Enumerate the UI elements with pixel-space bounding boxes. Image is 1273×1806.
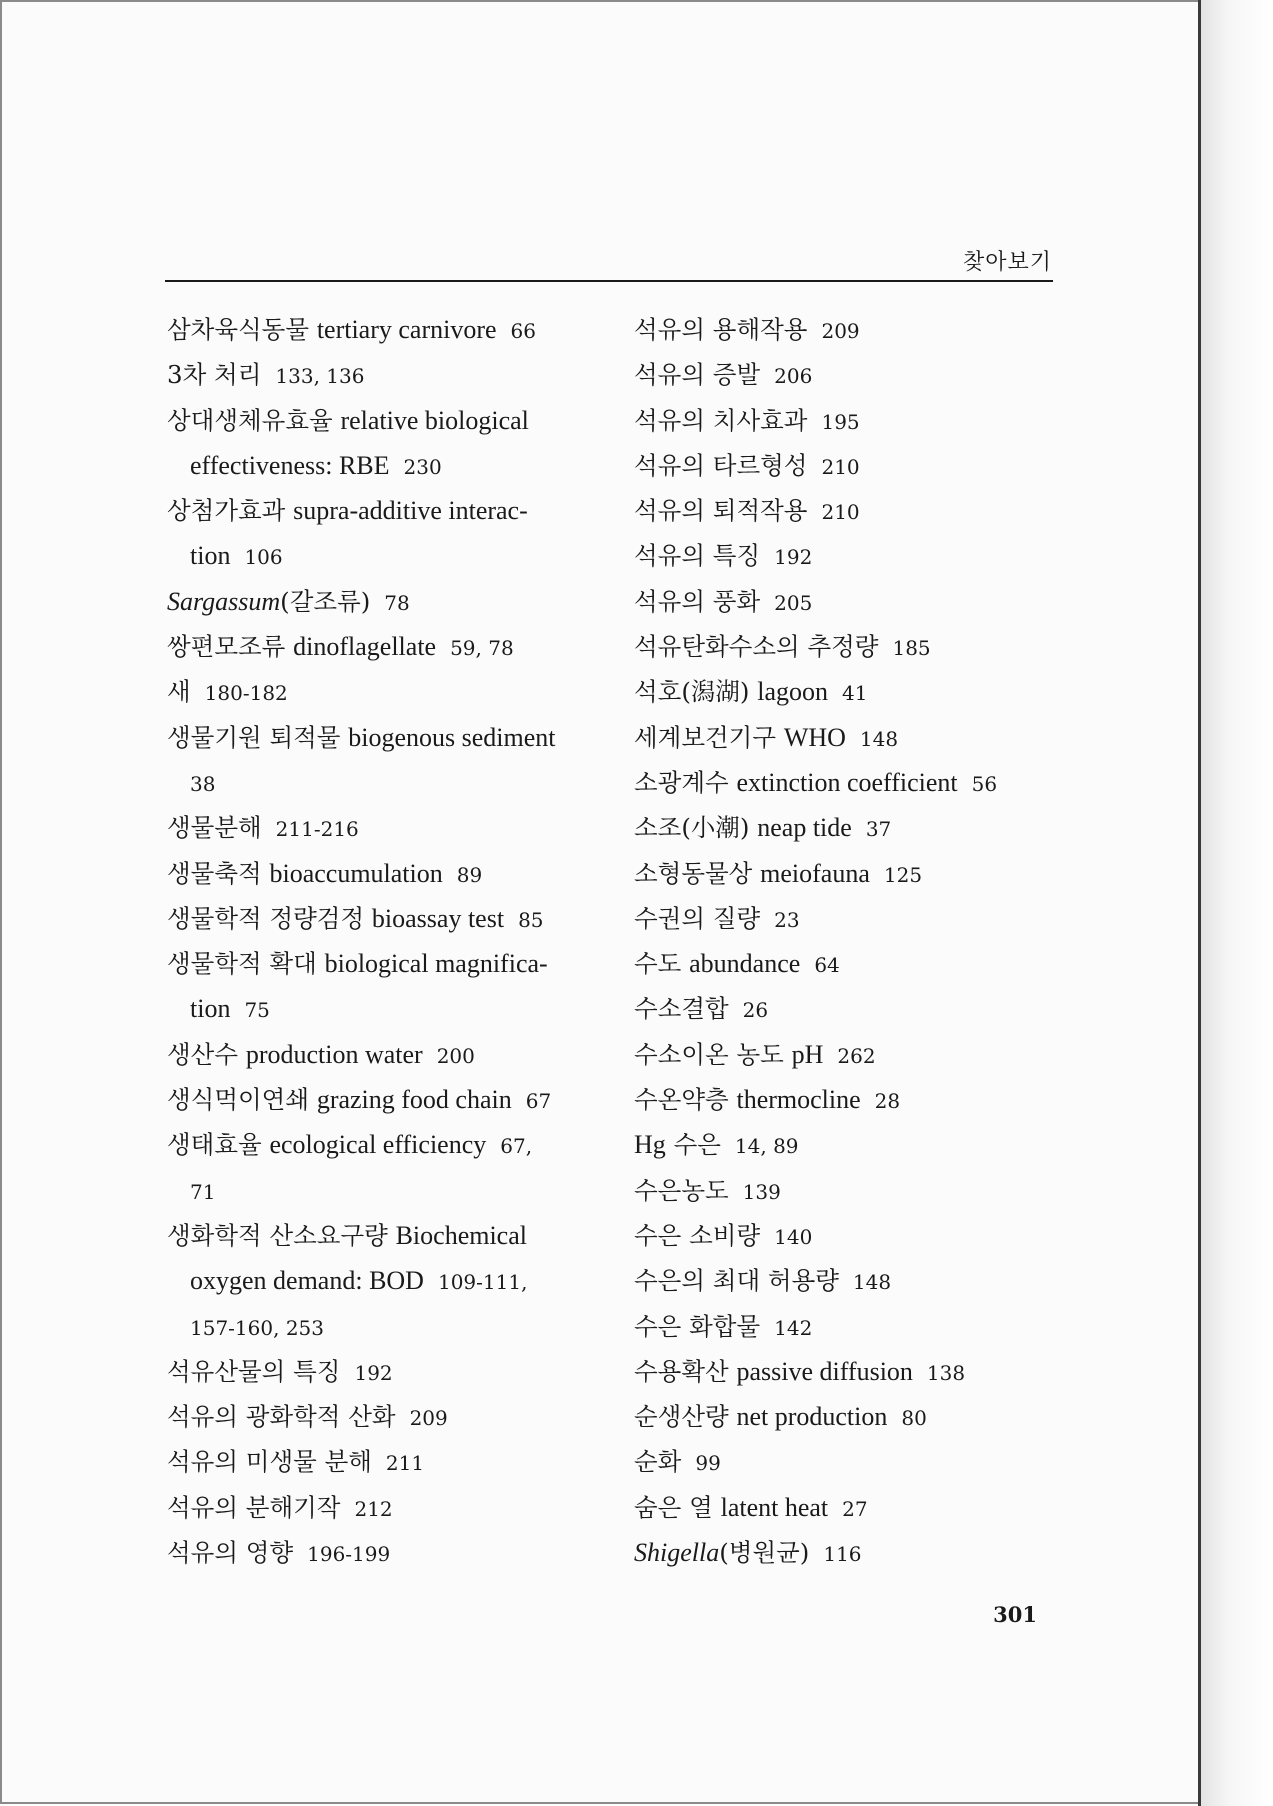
index-entry	[167, 805, 602, 850]
term-korean: 석유탄화수소의 추정량	[634, 632, 879, 662]
term-english: neap tide	[757, 813, 852, 843]
index-entry	[167, 1077, 602, 1122]
index-entry	[634, 1122, 1054, 1167]
page-reference: 139	[742, 1179, 781, 1204]
index-entry	[167, 352, 602, 397]
term-english: meiofauna	[760, 858, 870, 888]
page-reference: 75	[244, 998, 270, 1023]
page-reference: 142	[774, 1315, 813, 1340]
term-english: abundance	[689, 949, 801, 979]
term-english: passive diffusion	[736, 1356, 913, 1386]
index-entry-continuation	[167, 986, 602, 1031]
page-reference: 192	[354, 1360, 393, 1385]
page-reference: 133, 136	[275, 364, 365, 389]
index-entry-continuation	[167, 760, 602, 805]
page-reference: 140	[774, 1224, 813, 1249]
index-entry	[167, 941, 602, 986]
term-korean: 생식먹이연쇄	[167, 1085, 310, 1115]
term-english: relative biological	[340, 405, 529, 435]
term-english: Biochemical	[395, 1220, 527, 1250]
index-entry	[634, 579, 1054, 624]
page-reference: 138	[926, 1360, 966, 1385]
term-korean: 상대생체유효율	[167, 405, 333, 435]
index-entry-continuation	[167, 533, 602, 578]
page-reference: 209	[821, 319, 860, 343]
term-english: biogenous sediment	[348, 722, 556, 752]
page-reference: 196-199	[307, 1542, 391, 1567]
page-reference: 59, 78	[450, 636, 514, 661]
page-reference: 211-216	[275, 817, 359, 842]
page-reference: 38	[190, 771, 216, 796]
term-english: latent heat	[720, 1492, 829, 1522]
index-entry	[167, 624, 602, 669]
term-korean: 수소이온 농도	[634, 1039, 784, 1069]
page-reference: 148	[852, 1270, 892, 1295]
index-entry	[634, 488, 1054, 533]
term-korean: 순생산량	[634, 1402, 729, 1432]
index-entry	[634, 352, 1054, 397]
header-rule	[165, 280, 1053, 282]
term-korean: 쌍편모조류	[167, 632, 286, 662]
page-shadow	[1201, 0, 1273, 1806]
page-reference: 64	[814, 953, 840, 978]
term-korean: 생물축적	[167, 858, 262, 888]
index-entry-continuation	[167, 1258, 602, 1303]
term-english: production water	[245, 1039, 423, 1069]
term-korean: 석유의 용해작용	[634, 315, 808, 344]
term-english: bioaccumulation	[269, 858, 443, 888]
page-reference: 185	[892, 636, 931, 661]
index-entry	[634, 1032, 1054, 1077]
term-korean: (갈조류)	[280, 586, 371, 616]
index-entry	[634, 1077, 1054, 1122]
index-entry	[634, 443, 1054, 488]
term-korean: 삼차육식동물	[167, 315, 310, 344]
term-korean: 생산수	[167, 1039, 239, 1069]
index-entry-continuation	[167, 1168, 602, 1213]
page-reference: 157-160, 253	[190, 1315, 324, 1340]
page-reference: 262	[837, 1043, 876, 1068]
term-english: bioassay test	[371, 903, 505, 933]
index-entry-continuation	[167, 1304, 602, 1349]
page-reference: 192	[774, 545, 813, 570]
index-entry	[167, 398, 602, 443]
page-reference: 14, 89	[734, 1134, 799, 1159]
term-korean: 숨은 열	[634, 1492, 713, 1522]
index-entry	[167, 669, 602, 714]
term-english: biological magnifica-	[324, 949, 548, 979]
term-english: effectiveness: RBE	[190, 450, 390, 480]
term-korean: 석유의 분해기작	[167, 1492, 341, 1522]
index-entry	[634, 1349, 1054, 1394]
index-entry	[167, 1032, 602, 1077]
page-reference: 106	[244, 545, 283, 570]
index-entry	[634, 851, 1054, 896]
term-korean: 석유의 풍화	[634, 586, 761, 616]
index-entry	[167, 488, 602, 533]
page-reference: 80	[901, 1406, 927, 1431]
page-reference: 206	[774, 364, 813, 389]
term-korean: 수온약층	[634, 1085, 729, 1115]
term-korean: 새	[167, 677, 191, 707]
page-number: 301	[993, 1602, 1037, 1627]
index-entry	[167, 1394, 602, 1439]
term-korean: 세계보건기구	[634, 722, 777, 752]
index-entry	[634, 307, 1054, 352]
term-korean: 소조(小潮)	[634, 813, 750, 843]
page-reference: 28	[874, 1089, 901, 1114]
page-reference: 109-111,	[437, 1270, 528, 1295]
term-korean: 상첨가효과	[167, 496, 286, 526]
index-entry	[634, 1304, 1054, 1349]
term-korean: 석유의 증발	[634, 360, 761, 390]
index-entry	[634, 533, 1054, 578]
page-reference: 200	[436, 1043, 475, 1068]
index-column-left	[167, 307, 602, 1575]
term-korean: 석유의 치사효과	[634, 405, 808, 435]
index-entry	[634, 715, 1054, 760]
page-reference: 125	[883, 862, 923, 887]
term-english: lagoon	[757, 677, 829, 707]
term-english: tion	[190, 994, 231, 1024]
page-reference: 230	[403, 454, 442, 479]
index-entry	[167, 1349, 602, 1394]
page-reference: 67	[525, 1089, 552, 1114]
index-entry	[634, 1530, 1054, 1575]
page-reference: 78	[384, 590, 410, 615]
term-latin: Sargassum	[167, 586, 281, 616]
index-entry	[634, 624, 1054, 669]
page-reference: 67,	[500, 1134, 533, 1159]
term-english: Hg	[634, 1130, 666, 1160]
index-column-right	[634, 307, 1054, 1575]
term-korean: 순화	[634, 1447, 682, 1477]
term-korean: 소광계수	[634, 767, 729, 797]
page-reference: 41	[842, 681, 868, 706]
page-reference: 85	[518, 907, 544, 932]
index-entry-continuation	[167, 443, 602, 488]
index-entry	[634, 1213, 1054, 1258]
page-reference: 211	[385, 1451, 425, 1476]
term-english: net production	[736, 1402, 888, 1432]
term-korean: 석유의 타르형성	[634, 450, 808, 480]
index-entry	[167, 1530, 602, 1575]
running-head: 찾아보기	[962, 250, 1052, 275]
index-entry	[634, 1439, 1054, 1484]
term-korean: 수은 화합물	[634, 1311, 761, 1341]
term-korean: 석유의 영향	[167, 1538, 294, 1568]
term-korean: 수은 소비량	[634, 1220, 761, 1250]
index-entry	[634, 1394, 1054, 1439]
index-entry	[167, 1439, 602, 1484]
term-english: grazing food chain	[316, 1085, 512, 1115]
page-reference: 210	[821, 454, 860, 479]
index-entry	[634, 760, 1054, 805]
term-korean: 수권의 질량	[634, 903, 761, 933]
page-reference: 26	[742, 998, 769, 1023]
page-reference: 210	[821, 500, 860, 525]
term-korean: 생태효율	[167, 1130, 262, 1160]
index-entry	[167, 579, 602, 624]
term-english: dinoflagellate	[293, 632, 437, 662]
page-reference: 212	[354, 1496, 393, 1521]
page-reference: 56	[971, 771, 998, 796]
index-entry	[167, 715, 602, 760]
page-reference: 89	[456, 862, 483, 887]
index-entry	[167, 851, 602, 896]
page-reference: 209	[409, 1406, 448, 1431]
index-entry	[167, 1485, 602, 1530]
page-reference: 195	[821, 409, 860, 434]
index-entry	[634, 1485, 1054, 1530]
term-korean: 수은	[673, 1130, 721, 1160]
term-korean: 수소결합	[634, 994, 729, 1024]
term-korean: 3차 처리	[167, 360, 262, 390]
index-entry	[167, 896, 602, 941]
page-reference: 99	[695, 1451, 721, 1476]
term-english: pH	[791, 1039, 824, 1069]
term-korean: 석유산물의 특징	[167, 1356, 341, 1386]
term-latin: Shigella	[634, 1538, 720, 1568]
index-entry	[634, 986, 1054, 1031]
term-korean: 생물기원 퇴적물	[167, 722, 341, 752]
term-korean: 석유의 미생물 분해	[167, 1447, 372, 1477]
term-english: thermocline	[736, 1085, 861, 1115]
term-korean: 수은농도	[634, 1175, 729, 1205]
term-korean: 수용확산	[634, 1356, 729, 1386]
term-english: tion	[190, 541, 231, 571]
index-entry	[167, 307, 602, 352]
term-korean: (병원균)	[719, 1538, 810, 1568]
term-korean: 소형동물상	[634, 858, 753, 888]
term-korean: 수은의 최대 허용량	[634, 1266, 839, 1296]
term-korean: 생화학적 산소요구량	[167, 1220, 388, 1250]
term-english: supra-additive interac-	[293, 496, 528, 526]
term-korean: 생물분해	[167, 813, 262, 843]
index-entry	[634, 398, 1054, 443]
term-english: ecological efficiency	[269, 1130, 487, 1160]
page-reference: 205	[774, 590, 813, 615]
page-reference: 180-182	[204, 681, 288, 706]
page-reference: 27	[842, 1496, 868, 1521]
index-entry	[634, 1258, 1054, 1303]
index-entry	[634, 941, 1054, 986]
index-entry	[634, 669, 1054, 714]
term-english: WHO	[783, 722, 846, 752]
page-reference: 37	[865, 817, 892, 842]
page-reference: 66	[510, 319, 536, 343]
term-korean: 석유의 퇴적작용	[634, 496, 808, 526]
term-english: oxygen demand: BOD	[190, 1266, 424, 1296]
term-korean: 수도	[634, 949, 682, 979]
index-entry	[167, 1122, 602, 1167]
index-entry	[634, 1168, 1054, 1213]
index-entry	[167, 1213, 602, 1258]
term-english: extinction coefficient	[736, 767, 958, 797]
page-reference: 71	[190, 1179, 216, 1204]
term-korean: 생물학적 정량검정	[167, 903, 365, 933]
term-korean: 석유의 광화학적 산화	[167, 1402, 396, 1432]
index-entry	[634, 896, 1054, 941]
term-korean: 석유의 특징	[634, 541, 761, 571]
page-reference: 23	[774, 907, 800, 932]
term-korean: 석호(潟湖)	[634, 677, 750, 707]
term-korean: 생물학적 확대	[167, 949, 317, 979]
page-reference: 148	[859, 726, 899, 751]
index-entry	[634, 805, 1054, 850]
page-reference: 116	[823, 1542, 862, 1567]
page-edge	[1198, 0, 1201, 1806]
term-english: tertiary carnivore	[316, 315, 497, 344]
